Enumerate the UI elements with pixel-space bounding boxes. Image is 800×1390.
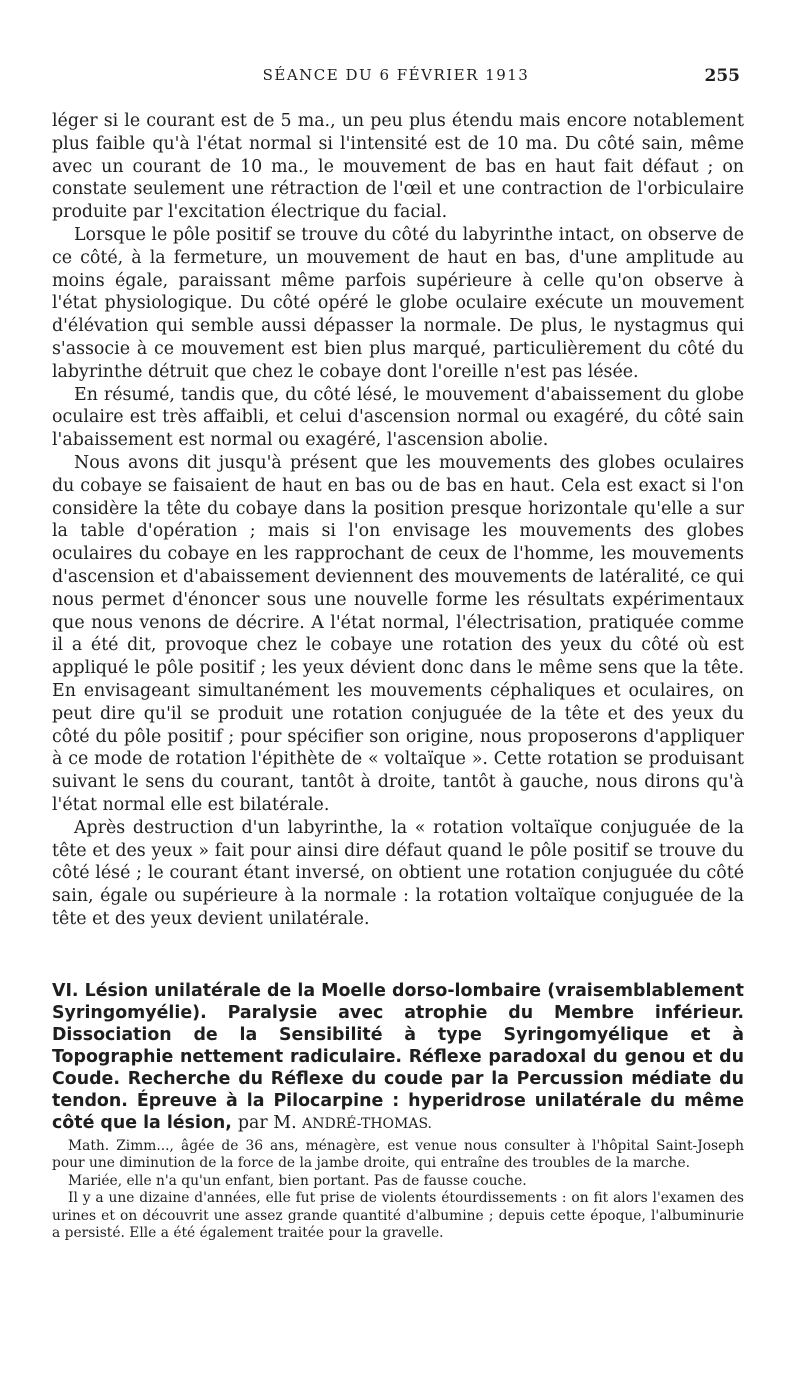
author-prefix: par M. [237,1113,297,1133]
running-title: SÉANCE DU 6 FÉVRIER 1913 [262,66,530,84]
case-paragraph: Mariée, elle n'a qu'un enfant, bien portant. Pas de fausse couche. [68,1172,527,1189]
body-paragraph: Après destruction d'un labyrinthe, la « rotation voltaïque conjuguée de la tête et des yeux » fait pour ainsi dire défaut quand le pôle positif se trouve du côté lésé ; le courant étant inversé, on obtient une rotation conjuguée du côté sain, égale ou supérieure à la normale : la rotation voltaïque conjuguée de la tête et des yeux devient unilatérale. [52,817,744,929]
case-report [52,1138,744,1242]
body-paragraph: Lorsque le pôle positif se trouve du côté du labyrinthe intact, on observe de ce côté, à la fermeture, un mouvement de haut en bas, d'une amplitude au moins égale, paraissant même parfois supérieure à celle qu'on observe à l'état physiologique. Du côté opéré le globe oculaire exécute un mouvement d'élévation qui semble aussi dépasser la normale. De plus, le nystagmus qui s'associe à ce mouvement est bien plus marqué, particulièrement du côté du labyrinthe détruit que chez le cobaye dont l'oreille n'est pas lésée. [52,224,744,382]
case-paragraph: Math. Zimm..., âgée de 36 ans, ménagère, est venue nous consulter à l'hôpital Saint-Joseph pour une diminution de la force de la jambe droite, qui entraîne des troubles de la marche. [52,1138,744,1172]
section-heading [52,980,744,1135]
author-line [238,1113,432,1133]
author-name: ANDRÉ-THOMAS. [302,1116,432,1132]
body-paragraph: En résumé, tandis que, du côté lésé, le mouvement d'abaissement du globe oculaire est très affaibli, et celui d'ascension normal ou exagéré, du côté sain l'abaissement est normal ou exagéré, l'ascension abolie. [52,384,744,451]
body-text [52,110,744,931]
page-header [52,66,740,90]
body-paragraph: léger si le courant est de 5 ma., un peu plus étendu mais encore notablement plus faible qu'à l'état normal si l'intensité est de 10 ma. Du côté sain, même avec un courant de 10 ma., le mouvement de bas en haut fait défaut ; on constate seulement une rétraction de l'œil et une contraction de l'orbiculaire produite par l'excitation électrique du facial. [52,111,744,223]
case-paragraph: Il y a une dizaine d'années, elle fut prise de violents étourdissements : on fit alors l'examen des urines et on découvrit une assez grande quantité d'albumine ; depuis cette époque, l'albuminurie a persisté. Elle a été également traitée pour la gravelle. [52,1190,744,1242]
body-paragraph: Nous avons dit jusqu'à présent que les mouvements des globes oculaires du cobaye se faisaient de haut en bas ou de bas en haut. Cela est exact si l'on considère la tête du cobaye dans la position presque horizontale qu'elle a sur la table d'opération ; mais si l'on envisage les mouvements des globes oculaires du cobaye en les rapprochant de ceux de l'homme, les mouvements d'ascension et d'abaissement deviennent des mouvements de latéralité, ce qui nous permet d'énoncer sous une nouvelle forme les résultats expérimentaux que nous venons de décrire. A l'état normal, l'électrisation, pratiquée comme il a été dit, provoque chez le cobaye une rotation des yeux du côté où est appliqué le pôle positif ; les yeux dévient donc dans le même sens que la tête. En envisageant simultanément les mouvements céphaliques et oculaires, on peut dire qu'il se produit une rotation conjuguée de la tête et des yeux du côté du pôle positif ; pour spécifier son origine, nous proposerons d'appliquer à ce mode de rotation l'épithète de « voltaïque ». Cette rotation se produisant suivant le sens du courant, tantôt à droite, tantôt à gauche, nous dirons qu'à l'état normal elle est bilatérale. [52,452,744,815]
section-title: VI. Lésion unilatérale de la Moelle dorso-lombaire (vraisemblablement Syringomyélie). Paralysie avec atrophie du Membre inférieur. Dissociation de la Sensibilité à type Syringomyélique et à Topographie nettement radiculaire. Réflexe paradoxal du genou et du Coude. Recherche du Réflexe du coude par la Percussion médiate du tendon. Épreuve à la Pilocarpine : hyperidrose unilatérale du même côté que la lésion, [52,981,744,1133]
page-number: 255 [704,66,740,86]
